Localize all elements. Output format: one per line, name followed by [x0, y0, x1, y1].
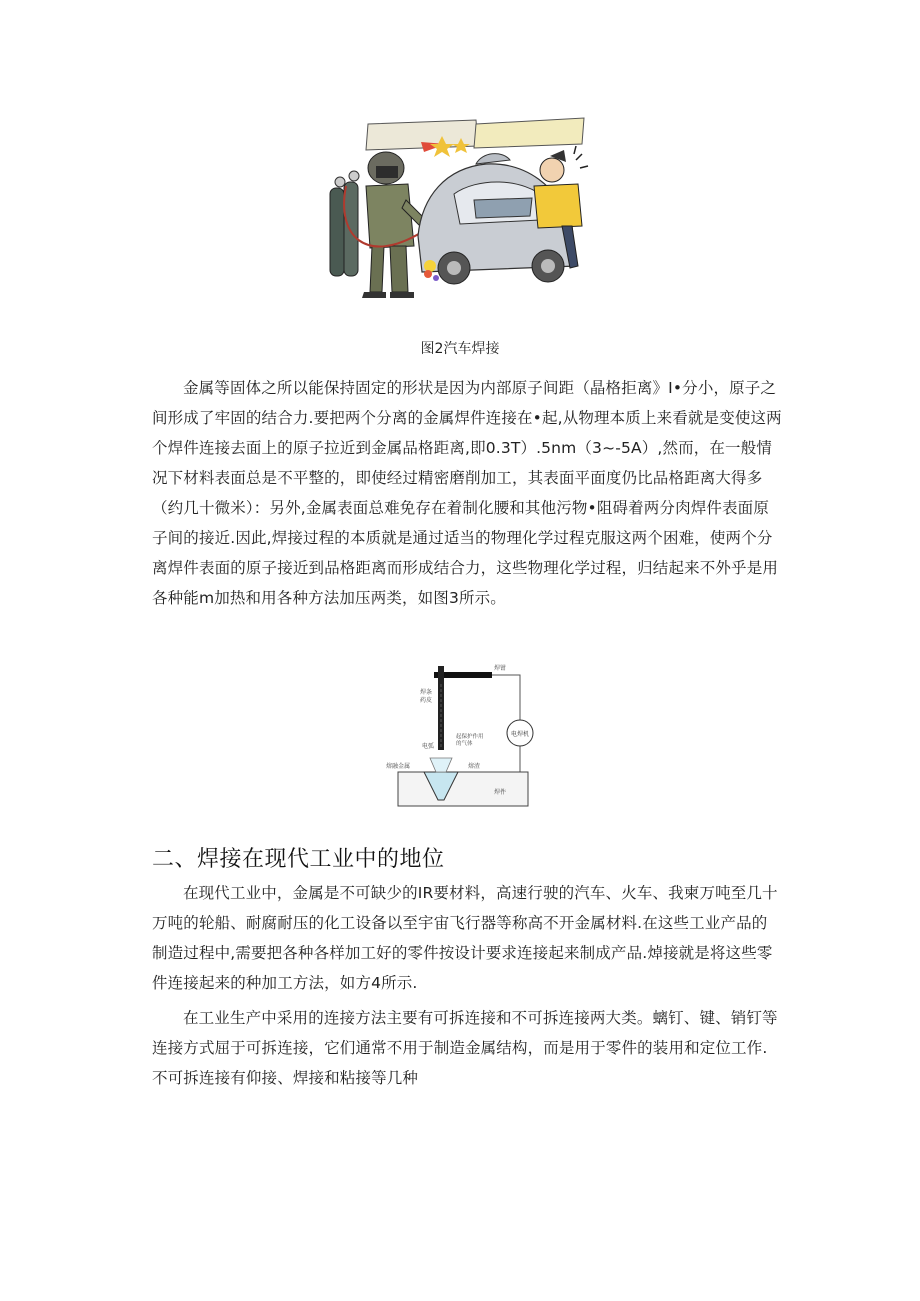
label-slag: 熔渣 — [468, 763, 481, 770]
label-welder-machine: 电焊机 — [510, 731, 530, 738]
label-molten-metal: 熔融金属 — [386, 763, 411, 770]
section-2-heading: 二、焊接在现代工业中的地位 — [152, 847, 445, 872]
section-2-paragraph-1: 在现代工业中，金属是不可缺少的IR要材料，高速行驶的汽车、火车、我柬万吨至几十万吨的轮船、耐腐耐压的化工设备以至宇宙飞行器等称高不开金属材料.在这些工业产品的制造过程中,需要把各种各样加工好的零件按设计要求连接起来制成产品.焯接就是将这些零件连接起来的种加工方法，如方4所示. — [152, 884, 778, 992]
label-shield-gas-2: 的气体 — [456, 741, 473, 747]
arc-welding-diagram — [384, 660, 534, 810]
car-welding-illustration — [326, 116, 594, 300]
label-arc: 电弧 — [422, 743, 435, 750]
label-clamp: 焊钳 — [494, 665, 507, 672]
label-electrode: 焊条 — [420, 689, 433, 696]
label-shield-gas-1: 起保护作用 — [456, 734, 484, 740]
label-workpiece: 焊件 — [494, 789, 507, 796]
label-coating: 药皮 — [420, 697, 433, 704]
body-paragraph-1: 金属等固体之所以能保持固定的形状是因为内部原子间距（晶格拒离》I•分小，原子之间形成了牢固的结合力.要把两个分离的金属焊件连接在•起,从物理本质上来看就是变使这两个焊件连接去面上的原子拉近到金属品格距离,即0.3T）.5nm（3~-5A）,然而，在一般情况下材料表面总是不平整的，即使经过精密磨削加工，其表面平面度仍比品格距离大得多（约几十微米）：另外,金属表面总难免存在着制化腰和其他污物•阻碍着两分肉焊件表面原子间的接近.因此,焊接过程的本质就是通过适当的物理化学过程克服这两个困难，使两个分离焊件表面的原子接近到品格距离而形成结合力，这些物理化学过程，归结起来不外乎是用各种能m加热和用各种方法加压两类，如图3所示。 — [152, 379, 782, 607]
figure-2-caption: 图2汽车焊接 — [420, 341, 500, 357]
section-2-paragraph-2: 在工业生产中采用的连接方法主要有可拆连接和不可拆连接两大类。螭钉、键、销钉等连接方式屈于可拆连接，它们通常不用于制造金属结构，而是用于零件的装用和定位工作.不可拆连接有仰接、焊接和粘接等几种 — [152, 1009, 778, 1087]
